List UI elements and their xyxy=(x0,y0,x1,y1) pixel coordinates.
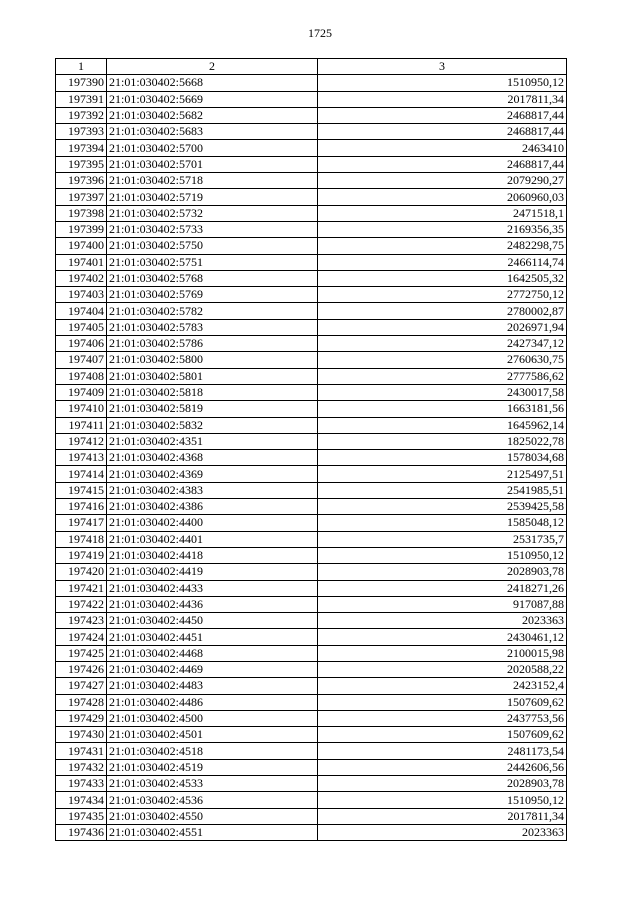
cadastral-number-cell: 21:01:030402:4401 xyxy=(107,531,318,547)
value-cell: 2481173,54 xyxy=(318,743,567,759)
table-row xyxy=(56,482,567,498)
cadastral-number-cell: 21:01:030402:4519 xyxy=(107,759,318,775)
cadastral-number-cell: 21:01:030402:5751 xyxy=(107,254,318,270)
value-cell: 2466114,74 xyxy=(318,254,567,270)
row-number-cell: 197428 xyxy=(56,694,107,710)
table-row xyxy=(56,727,567,743)
row-number-cell: 197405 xyxy=(56,319,107,335)
cadastral-number-cell: 21:01:030402:5682 xyxy=(107,107,318,123)
cadastral-number-cell: 21:01:030402:4483 xyxy=(107,678,318,694)
table-row xyxy=(56,75,567,91)
row-number-cell: 197408 xyxy=(56,368,107,384)
row-number-cell: 197417 xyxy=(56,515,107,531)
table-row xyxy=(56,319,567,335)
value-cell: 2442606,56 xyxy=(318,759,567,775)
table-row xyxy=(56,107,567,123)
row-number-cell: 197422 xyxy=(56,596,107,612)
row-number-cell: 197418 xyxy=(56,531,107,547)
table-row xyxy=(56,189,567,205)
row-number-cell: 197435 xyxy=(56,808,107,824)
data-table xyxy=(55,58,567,841)
value-cell: 2772750,12 xyxy=(318,287,567,303)
value-cell: 917087,88 xyxy=(318,596,567,612)
row-number-cell: 197406 xyxy=(56,336,107,352)
cadastral-number-cell: 21:01:030402:4501 xyxy=(107,727,318,743)
value-cell: 2023363 xyxy=(318,613,567,629)
cadastral-number-cell: 21:01:030402:4468 xyxy=(107,645,318,661)
row-number-cell: 197424 xyxy=(56,629,107,645)
value-cell: 2437753,56 xyxy=(318,710,567,726)
cadastral-number-cell: 21:01:030402:5786 xyxy=(107,336,318,352)
value-cell: 2017811,34 xyxy=(318,808,567,824)
row-number-cell: 197432 xyxy=(56,759,107,775)
cadastral-number-cell: 21:01:030402:5800 xyxy=(107,352,318,368)
cadastral-number-cell: 21:01:030402:5750 xyxy=(107,238,318,254)
table-row xyxy=(56,221,567,237)
cadastral-number-cell: 21:01:030402:4500 xyxy=(107,710,318,726)
cadastral-number-cell: 21:01:030402:5783 xyxy=(107,319,318,335)
value-cell: 2028903,78 xyxy=(318,776,567,792)
value-cell: 2777586,62 xyxy=(318,368,567,384)
value-cell: 2028903,78 xyxy=(318,564,567,580)
cadastral-number-cell: 21:01:030402:5700 xyxy=(107,140,318,156)
table-row xyxy=(56,384,567,400)
value-cell: 2100015,98 xyxy=(318,645,567,661)
value-cell: 2169356,35 xyxy=(318,221,567,237)
cadastral-number-cell: 21:01:030402:5832 xyxy=(107,417,318,433)
value-cell: 2760630,75 xyxy=(318,352,567,368)
table-row xyxy=(56,776,567,792)
row-number-cell: 197400 xyxy=(56,238,107,254)
value-cell: 2468817,44 xyxy=(318,124,567,140)
cadastral-number-cell: 21:01:030402:4451 xyxy=(107,629,318,645)
row-number-cell: 197419 xyxy=(56,547,107,563)
table-row xyxy=(56,254,567,270)
cadastral-number-cell: 21:01:030402:4450 xyxy=(107,613,318,629)
row-number-cell: 197409 xyxy=(56,384,107,400)
table-row xyxy=(56,531,567,547)
row-number-cell: 197425 xyxy=(56,645,107,661)
table-row xyxy=(56,352,567,368)
value-cell: 2418271,26 xyxy=(318,580,567,596)
table-row xyxy=(56,564,567,580)
table-header-row xyxy=(56,59,567,75)
value-cell: 1507609,62 xyxy=(318,727,567,743)
cadastral-number-cell: 21:01:030402:5733 xyxy=(107,221,318,237)
cadastral-number-cell: 21:01:030402:4369 xyxy=(107,466,318,482)
value-cell: 2020588,22 xyxy=(318,661,567,677)
table-row xyxy=(56,613,567,629)
row-number-cell: 197423 xyxy=(56,613,107,629)
value-cell: 2023363 xyxy=(318,824,567,840)
value-cell: 1510950,12 xyxy=(318,75,567,91)
table-row xyxy=(56,596,567,612)
table-row xyxy=(56,238,567,254)
row-number-cell: 197427 xyxy=(56,678,107,694)
table-row xyxy=(56,303,567,319)
value-cell: 1663181,56 xyxy=(318,401,567,417)
cadastral-number-cell: 21:01:030402:4433 xyxy=(107,580,318,596)
table-row xyxy=(56,792,567,808)
cadastral-number-cell: 21:01:030402:5732 xyxy=(107,205,318,221)
value-cell: 2541985,51 xyxy=(318,482,567,498)
table-row xyxy=(56,124,567,140)
cadastral-number-cell: 21:01:030402:5668 xyxy=(107,75,318,91)
table-row xyxy=(56,433,567,449)
cadastral-number-cell: 21:01:030402:4351 xyxy=(107,433,318,449)
value-cell: 1825022,78 xyxy=(318,433,567,449)
row-number-cell: 197412 xyxy=(56,433,107,449)
cadastral-number-cell: 21:01:030402:5769 xyxy=(107,287,318,303)
value-cell: 2531735,7 xyxy=(318,531,567,547)
column-header-1: 1 xyxy=(56,59,107,75)
cadastral-number-cell: 21:01:030402:4536 xyxy=(107,792,318,808)
table-row xyxy=(56,466,567,482)
table-row xyxy=(56,515,567,531)
value-cell: 2427347,12 xyxy=(318,336,567,352)
value-cell: 1510950,12 xyxy=(318,547,567,563)
row-number-cell: 197394 xyxy=(56,140,107,156)
value-cell: 2780002,87 xyxy=(318,303,567,319)
table-row xyxy=(56,759,567,775)
cadastral-number-cell: 21:01:030402:5683 xyxy=(107,124,318,140)
value-cell: 2471518,1 xyxy=(318,205,567,221)
cadastral-number-cell: 21:01:030402:4419 xyxy=(107,564,318,580)
row-number-cell: 197404 xyxy=(56,303,107,319)
table-row xyxy=(56,629,567,645)
cadastral-number-cell: 21:01:030402:4550 xyxy=(107,808,318,824)
value-cell: 1507609,62 xyxy=(318,694,567,710)
cadastral-number-cell: 21:01:030402:4469 xyxy=(107,661,318,677)
cadastral-number-cell: 21:01:030402:5669 xyxy=(107,91,318,107)
row-number-cell: 197431 xyxy=(56,743,107,759)
table-row xyxy=(56,678,567,694)
table-row xyxy=(56,336,567,352)
table-row xyxy=(56,417,567,433)
value-cell: 2017811,34 xyxy=(318,91,567,107)
row-number-cell: 197391 xyxy=(56,91,107,107)
row-number-cell: 197402 xyxy=(56,270,107,286)
table-row xyxy=(56,645,567,661)
row-number-cell: 197395 xyxy=(56,156,107,172)
cadastral-number-cell: 21:01:030402:5718 xyxy=(107,173,318,189)
row-number-cell: 197433 xyxy=(56,776,107,792)
row-number-cell: 197414 xyxy=(56,466,107,482)
table-row xyxy=(56,710,567,726)
value-cell: 2430017,58 xyxy=(318,384,567,400)
cadastral-number-cell: 21:01:030402:5782 xyxy=(107,303,318,319)
column-header-2: 2 xyxy=(107,59,318,75)
row-number-cell: 197429 xyxy=(56,710,107,726)
row-number-cell: 197413 xyxy=(56,450,107,466)
table-row xyxy=(56,661,567,677)
value-cell: 1645962,14 xyxy=(318,417,567,433)
row-number-cell: 197403 xyxy=(56,287,107,303)
table-row xyxy=(56,547,567,563)
table-row xyxy=(56,743,567,759)
cadastral-number-cell: 21:01:030402:4486 xyxy=(107,694,318,710)
table-row xyxy=(56,401,567,417)
row-number-cell: 197398 xyxy=(56,205,107,221)
row-number-cell: 197392 xyxy=(56,107,107,123)
table-row xyxy=(56,287,567,303)
value-cell: 1578034,68 xyxy=(318,450,567,466)
cadastral-number-cell: 21:01:030402:5768 xyxy=(107,270,318,286)
row-number-cell: 197396 xyxy=(56,173,107,189)
table-row xyxy=(56,808,567,824)
page-number: 1725 xyxy=(308,26,332,40)
value-cell: 2463410 xyxy=(318,140,567,156)
row-number-cell: 197430 xyxy=(56,727,107,743)
row-number-cell: 197390 xyxy=(56,75,107,91)
row-number-cell: 197416 xyxy=(56,499,107,515)
table-body xyxy=(56,75,567,841)
value-cell: 2539425,58 xyxy=(318,499,567,515)
value-cell: 2423152,4 xyxy=(318,678,567,694)
table-row xyxy=(56,694,567,710)
cadastral-number-cell: 21:01:030402:4386 xyxy=(107,499,318,515)
table-row xyxy=(56,140,567,156)
cadastral-number-cell: 21:01:030402:5818 xyxy=(107,384,318,400)
value-cell: 2468817,44 xyxy=(318,156,567,172)
cadastral-number-cell: 21:01:030402:5701 xyxy=(107,156,318,172)
table-row xyxy=(56,824,567,840)
value-cell: 2430461,12 xyxy=(318,629,567,645)
row-number-cell: 197415 xyxy=(56,482,107,498)
table-row xyxy=(56,156,567,172)
value-cell: 2060960,03 xyxy=(318,189,567,205)
table-row xyxy=(56,368,567,384)
row-number-cell: 197421 xyxy=(56,580,107,596)
table-row xyxy=(56,205,567,221)
table-row xyxy=(56,91,567,107)
value-cell: 2026971,94 xyxy=(318,319,567,335)
row-number-cell: 197399 xyxy=(56,221,107,237)
row-number-cell: 197397 xyxy=(56,189,107,205)
row-number-cell: 197401 xyxy=(56,254,107,270)
table-row xyxy=(56,450,567,466)
row-number-cell: 197393 xyxy=(56,124,107,140)
cadastral-number-cell: 21:01:030402:4383 xyxy=(107,482,318,498)
row-number-cell: 197420 xyxy=(56,564,107,580)
row-number-cell: 197436 xyxy=(56,824,107,840)
value-cell: 1642505,32 xyxy=(318,270,567,286)
value-cell: 2482298,75 xyxy=(318,238,567,254)
cadastral-number-cell: 21:01:030402:4368 xyxy=(107,450,318,466)
row-number-cell: 197434 xyxy=(56,792,107,808)
cadastral-number-cell: 21:01:030402:4418 xyxy=(107,547,318,563)
cadastral-number-cell: 21:01:030402:4400 xyxy=(107,515,318,531)
value-cell: 2468817,44 xyxy=(318,107,567,123)
table-row xyxy=(56,499,567,515)
cadastral-number-cell: 21:01:030402:4533 xyxy=(107,776,318,792)
cadastral-number-cell: 21:01:030402:5719 xyxy=(107,189,318,205)
cadastral-number-cell: 21:01:030402:4518 xyxy=(107,743,318,759)
row-number-cell: 197410 xyxy=(56,401,107,417)
cadastral-number-cell: 21:01:030402:5819 xyxy=(107,401,318,417)
row-number-cell: 197411 xyxy=(56,417,107,433)
row-number-cell: 197407 xyxy=(56,352,107,368)
cadastral-number-cell: 21:01:030402:5801 xyxy=(107,368,318,384)
value-cell: 2125497,51 xyxy=(318,466,567,482)
table-row xyxy=(56,580,567,596)
value-cell: 1510950,12 xyxy=(318,792,567,808)
table-row xyxy=(56,270,567,286)
column-header-3: 3 xyxy=(318,59,567,75)
value-cell: 2079290,27 xyxy=(318,173,567,189)
cadastral-number-cell: 21:01:030402:4436 xyxy=(107,596,318,612)
cadastral-number-cell: 21:01:030402:4551 xyxy=(107,824,318,840)
row-number-cell: 197426 xyxy=(56,661,107,677)
table-row xyxy=(56,173,567,189)
value-cell: 1585048,12 xyxy=(318,515,567,531)
